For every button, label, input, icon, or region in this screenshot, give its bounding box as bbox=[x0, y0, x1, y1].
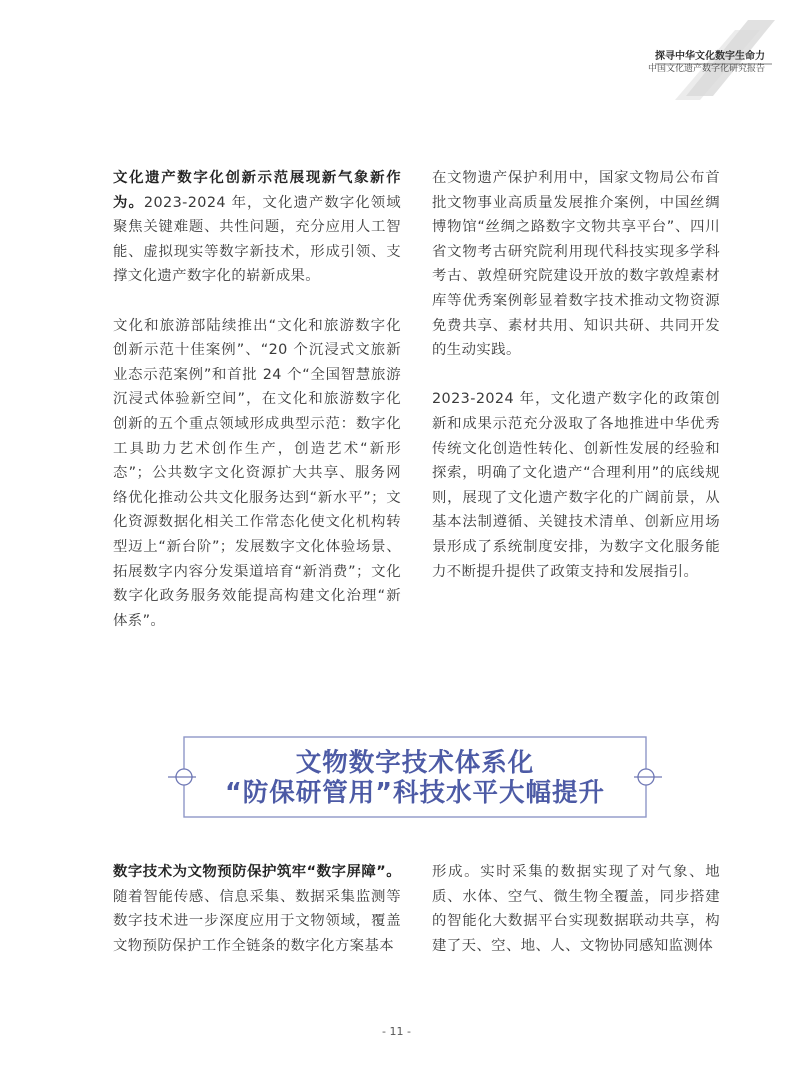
banner-line-2: “防保研管用”科技水平大幅提升 bbox=[224, 778, 606, 808]
paragraph: 在文物遗产保护利用中，国家文物局公布首批文物事业高质量发展推介案例，中国丝绸博物馆“丝绸之路数字文物共享平台”、四川省文物考古研究院利用现代科技实现多学科考古、敦煌研究院建设开放的数字敦煌素材库等优秀案例彰显着数字技术推动文物资源免费共享、素材共用、知识共研、共同开发的生动实践。 bbox=[432, 170, 720, 359]
banner-title bbox=[168, 748, 662, 808]
section2-right-column bbox=[432, 860, 720, 958]
header-title: 探寻中华文化数字生命力 bbox=[655, 51, 765, 62]
section-heading-banner bbox=[168, 736, 662, 818]
paragraph bbox=[113, 166, 401, 289]
header-subtitle: 中国文化遗产数字化研究报告 bbox=[647, 64, 765, 74]
banner-line-1: 文物数字技术体系化 bbox=[295, 748, 535, 778]
page-number: - 11 - bbox=[382, 1025, 411, 1038]
paragraph: 文化和旅游部陆续推出“文化和旅游数字化创新示范十佳案例”、“20 个沉浸式文旅新业态示范案例”和首批 24 个“全国智慧旅游沉浸式体验新空间”，在文化和旅游数字化创新的五个重点领域形成典型示范：数字化工具助力艺术创作生产，创造艺术“新形态”；公共数字文化资源扩大共享、服务网络优化推动公共文化服务达到“新水平”；文化资源数据化相关工作常态化使文化机构转型迈上“新台阶”；发展数字文化体验场景、拓展数字内容分发渠道培育“新消费”；文化数字化政务服务效能提高构建文化治理“新体系”。 bbox=[113, 317, 401, 629]
lead-heading: 数字技术为文物预防保护筑牢“数字屏障”。 bbox=[113, 864, 401, 880]
section2-left-column bbox=[113, 860, 401, 958]
paragraph-body: 随着智能传感、信息采集、数据采集监测等数字技术进一步深度应用于文物领域，覆盖文物预防保护工作全链条的数字化方案基本 bbox=[113, 888, 401, 954]
paragraph: 2023-2024 年，文化遗产数字化的政策创新和成果示范充分汲取了各地推进中华优秀传统文化创造性转化、创新性发展的经验和探索，明确了文化遗产“合理利用”的底线规则，展现了文化遗产数字化的广阔前景，从基本法制遵循、关键技术清单、创新应用场景形成了系统制度安排，为数字文化服务能力不断提升提供了政策支持和发展指引。 bbox=[432, 391, 720, 580]
section1-right-column bbox=[432, 166, 720, 584]
lead-heading: 文化遗产数字化创新示范展现新气象新作为。 bbox=[113, 170, 401, 211]
section1-left-column bbox=[113, 166, 401, 633]
running-header bbox=[648, 50, 765, 76]
paragraph bbox=[113, 860, 401, 958]
paragraph: 形成。实时采集的数据实现了对气象、地质、水体、空气、微生物全覆盖，同步搭建的智能化大数据平台实现数据联动共享，构建了天、空、地、人、文物协同感知监测体 bbox=[432, 864, 720, 954]
paragraph-body: 2023-2024 年，文化遗产数字化领域聚焦关键难题、共性问题，充分应用人工智能、虚拟现实等数字新技术，形成引领、支撑文化遗产数字化的崭新成果。 bbox=[113, 194, 401, 285]
